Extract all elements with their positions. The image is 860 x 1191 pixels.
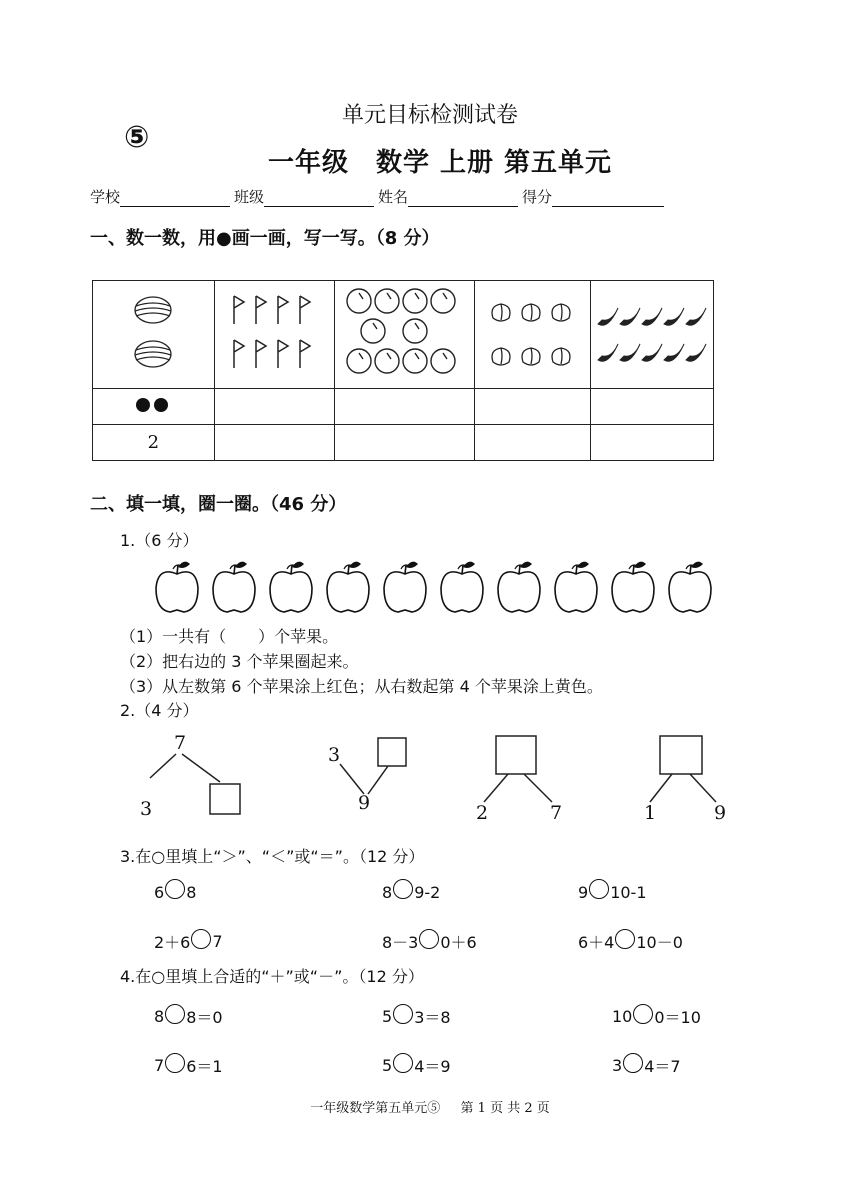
tree-4 (638, 734, 738, 830)
apple-3-icon (270, 562, 312, 612)
class-blank[interactable] (264, 190, 374, 207)
banana-icon (594, 288, 710, 378)
q3-item-3: 9 10-1 (578, 882, 647, 902)
tree-2-box (378, 738, 406, 766)
answer-circle[interactable] (393, 1004, 413, 1024)
class-label: 班级 (234, 188, 265, 206)
apple-row (150, 558, 720, 618)
test-title: 一年级 数学 上册 第五单元 (267, 148, 613, 178)
score-label: 得分 (522, 188, 553, 206)
tree-1-left: 3 (140, 798, 153, 820)
write-cell-flag[interactable] (214, 425, 334, 461)
q1-line-2: （2）把右边的 3 个苹果圈起来。 (120, 652, 359, 671)
tree-4-right: 9 (714, 802, 727, 824)
flag-cell (214, 281, 334, 389)
answer-circle[interactable] (615, 929, 635, 949)
example-count: 2 (93, 425, 215, 461)
write-cell-peach[interactable] (475, 425, 591, 461)
tree-4-left: 1 (644, 802, 657, 824)
section-2-heading: 二、填一填，圈一圈。（46 分） (90, 494, 347, 515)
peach-icon (483, 288, 583, 378)
banana-cell (591, 281, 714, 389)
answer-circle[interactable] (623, 1053, 643, 1073)
tree-2-left: 3 (328, 744, 341, 766)
tree-3-box (496, 736, 536, 774)
example-dots-cell (93, 389, 215, 425)
q3-label: 3.在○里填上“＞”、“＜”或“＝”。（12 分） (120, 847, 425, 866)
apple-7-icon (498, 562, 540, 612)
draw-cell-flag[interactable] (214, 389, 334, 425)
q3-item-4: 2＋6 7 (154, 930, 223, 953)
q4-label: 4.在○里填上合适的“＋”或“－”。（12 分） (120, 967, 424, 986)
tree-1-top: 7 (174, 732, 187, 754)
name-label: 姓名 (378, 188, 409, 206)
q1-label: 1.（6 分） (120, 531, 199, 550)
page-footer (0, 1097, 860, 1116)
q3-item-6: 6＋4 10－0 (578, 930, 683, 953)
tree-1-box (210, 784, 240, 814)
apple-6-icon (441, 562, 483, 612)
answer-circle[interactable] (633, 1004, 653, 1024)
apple-8-icon (555, 562, 597, 612)
peach-cell (475, 281, 591, 389)
answer-circle[interactable] (393, 879, 413, 899)
answer-circle[interactable] (191, 929, 211, 949)
tree-3-right: 7 (550, 802, 563, 824)
test-number: ⑤ (124, 120, 150, 155)
info-line (90, 186, 668, 207)
watermelon-cell (93, 281, 215, 389)
write-cell-orange[interactable] (334, 425, 474, 461)
apple-5-icon (384, 562, 426, 612)
q1-line-3: （3）从左数第 6 个苹果涂上红色；从右数起第 4 个苹果涂上黄色。 (120, 677, 603, 696)
orange-cell (334, 281, 474, 389)
q3-item-1: 6 8 (154, 882, 196, 902)
draw-cell-orange[interactable] (334, 389, 474, 425)
name-blank[interactable] (408, 190, 518, 207)
answer-circle[interactable] (165, 879, 185, 899)
draw-cell-banana[interactable] (591, 389, 714, 425)
answer-circle[interactable] (165, 1053, 185, 1073)
answer-circle[interactable] (393, 1053, 413, 1073)
tree-2 (326, 736, 436, 826)
q4-item-2: 5 3＝8 (382, 1005, 451, 1028)
q4-item-6: 3 4＝7 (612, 1054, 681, 1077)
section-1-heading: 一、数一数，用●画一画，写一写。（8 分） (90, 228, 440, 249)
q2-label: 2.（4 分） (120, 701, 199, 720)
q4-item-5: 5 4＝9 (382, 1054, 451, 1077)
q3-item-5: 8－3 0＋6 (382, 930, 477, 953)
test-subtitle: 单元目标检测试卷 (341, 103, 518, 128)
school-label: 学校 (90, 188, 121, 206)
q1-line-1: （1）一共有（ ）个苹果。 (120, 627, 339, 646)
dots-icon (133, 396, 173, 414)
score-blank[interactable] (552, 190, 664, 207)
draw-cell-peach[interactable] (475, 389, 591, 425)
q4-item-4: 7 6＝1 (154, 1054, 223, 1077)
tree-3-left: 2 (476, 802, 489, 824)
footer-title: 一年级数学第五单元⑤ (310, 1101, 441, 1116)
school-blank[interactable] (120, 190, 230, 207)
q4-item-1: 8 8＝0 (154, 1005, 223, 1028)
tree-1 (138, 732, 248, 828)
answer-circle[interactable] (419, 929, 439, 949)
answer-circle[interactable] (589, 879, 609, 899)
answer-circle[interactable] (165, 1004, 185, 1024)
footer-page: 第 1 页 共 2 页 (460, 1101, 550, 1116)
watermelon-icon (123, 288, 183, 378)
tree-4-box (660, 736, 702, 774)
flag-icon (224, 288, 324, 378)
q4-item-3: 10 0＝10 (612, 1005, 701, 1028)
apple-2-icon (213, 562, 255, 612)
apple-10-icon (669, 562, 711, 612)
orange-icon (339, 283, 469, 383)
tree-3 (472, 734, 572, 830)
tree-2-bottom: 9 (358, 792, 371, 814)
write-cell-banana[interactable] (591, 425, 714, 461)
count-table (92, 280, 714, 461)
apple-9-icon (612, 562, 654, 612)
apple-1-icon (156, 562, 198, 612)
apple-4-icon (327, 562, 369, 612)
q3-item-2: 8 9-2 (382, 882, 440, 902)
